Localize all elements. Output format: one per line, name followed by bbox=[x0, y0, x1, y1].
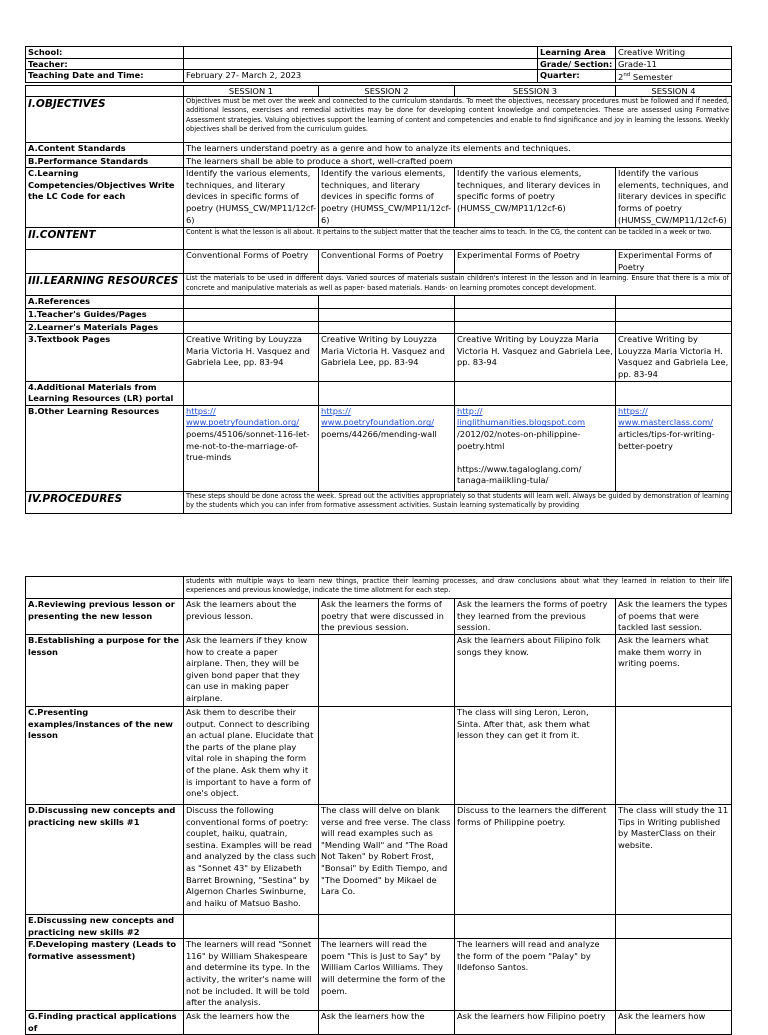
objectives-title: I.OBJECTIVES bbox=[26, 97, 184, 143]
dates-label: Teaching Date and Time: bbox=[26, 70, 184, 83]
procedure-g-session-2: Ask the learners how the bbox=[319, 1011, 455, 1035]
teacher-value bbox=[184, 58, 538, 70]
other-resources-session-3: http:// linglithumanities.blogspot.com /2012/02/notes-on-philippine-poetry.html https://www.tagaloglang.com/ tanaga-maiikling-tula/ bbox=[455, 405, 616, 491]
procedure-g-label: G.Finding practical applications of bbox=[26, 1011, 184, 1035]
procedure-b-label: B.Establishing a purpose for the lesson bbox=[26, 635, 184, 707]
procedure-c-session-3: The class will sing Leron, Leron, Sinta. After that, ask them what lesson they can get it from it. bbox=[455, 707, 616, 805]
textbook-session-3: Creative Writing by Louyzza Maria Victoria H. Vasquez and Gabriela Lee, pp. 83-94 bbox=[455, 334, 616, 381]
school-label: School: bbox=[26, 47, 184, 59]
content-title: II.CONTENT bbox=[26, 228, 184, 250]
performance-standards-label: B.Performance Standards bbox=[26, 155, 184, 168]
competencies-label: C.Learning Competencies/Objectives Write the LC Code for each bbox=[26, 168, 184, 228]
procedure-a-session-4: Ask the learners the types of poems that were tackled last session. bbox=[616, 599, 732, 635]
procedure-c-session-2 bbox=[319, 707, 455, 805]
learning-area-value: Creative Writing bbox=[616, 47, 732, 59]
textbook-session-2: Creative Writing by Louyzza Maria Victoria H. Vasquez and Gabriela Lee, pp. 83-94 bbox=[319, 334, 455, 381]
procedure-f-session-2: The learners will read the poem "This is Just to Say" by William Carlos Williams. They will determine the form of the poem. bbox=[319, 939, 455, 1011]
lesson-plan-grid-page2 bbox=[25, 576, 732, 1035]
other-resources-session-1: https:// www.poetryfoundation.org/ poems/45106/sonnet-116-let-me-not-to-the-marriage-of-true-minds bbox=[184, 405, 319, 491]
other-resources-session-2: https:// www.poetryfoundation.org/ poems/44266/mending-wall bbox=[319, 405, 455, 491]
procedure-b-session-3: Ask the learners about Filipino folk songs they know. bbox=[455, 635, 616, 707]
content-standards-label: A.Content Standards bbox=[26, 143, 184, 156]
procedure-f-session-3: The learners will read and analyze the form of the poem "Palay" by Ildefonso Santos. bbox=[455, 939, 616, 1011]
session-1-header: SESSION 1 bbox=[184, 86, 319, 97]
quarter-value: 2nd Semester bbox=[616, 70, 732, 83]
procedure-f-session-1: The learners will read "Sonnet 116" by William Shakespeare and determine its type. In the activity, the writer's name will not be included. It will be told after the analysis. bbox=[184, 939, 319, 1011]
grade-label: Grade/ Section: bbox=[538, 58, 616, 70]
procedure-a-label: A.Reviewing previous lesson or presenting the new lesson bbox=[26, 599, 184, 635]
other-resources-session-4: https:// www.masterclass.com/ articles/tips-for-writing-better-poetry bbox=[616, 405, 732, 491]
resources-note: List the materials to be used in different days. Varied sources of materials sustain children's interest in the lesson and in learning. Ensure that there is a mix of concrete and manipulative materials as well as paper- based materials. Hands- on learning promotes concept development. bbox=[184, 274, 732, 296]
procedure-d-session-1: Discuss the following conventional forms of poetry: couplet, haiku, quatrain, sestina. Examples will be read and analyzed by the class such as "Sonnet 43" by Elizabeth Barret Browning, "Sestina" by Algernon Charles Swinburne, and haiku of Matsuo Basho. bbox=[184, 805, 319, 915]
school-value bbox=[184, 47, 538, 59]
procedure-b-session-1: Ask the learners if they know how to create a paper airplane. Then, they will be given bond paper that they can use in making paper airplane. bbox=[184, 635, 319, 707]
procedure-e-session-3 bbox=[455, 915, 616, 939]
content-session-3: Experimental Forms of Poetry bbox=[455, 250, 616, 274]
procedure-b-session-2 bbox=[319, 635, 455, 707]
procedure-e-session-4 bbox=[616, 915, 732, 939]
procedure-d-session-2: The class will delve on blank verse and free verse. The class will read examples such as "Mending Wall" and "The Road Not Taken" by Robert Frost, "Bonsai" by Edith Tiempo, and "The Doomed" by Mikael de Lara Co. bbox=[319, 805, 455, 915]
lesson-plan-page1 bbox=[25, 46, 732, 83]
other-resources-label: B.Other Learning Resources bbox=[26, 405, 184, 491]
references-label: A.References bbox=[26, 296, 184, 309]
objectives-note: Objectives must be met over the week and connected to the curriculum standards. To meet the objectives, necessary procedures must be followed and if needed, additional lessons, exercises and remedial activities may be done for developing content knowledge and competencies. These are assessed using Formative Assessment strategies. Valuing objectives support the learning of content and competencies and enable to find significance and joy in learning the lessons. Weekly objectives shall be derived from the curriculum guides. bbox=[184, 97, 732, 143]
session-header-row bbox=[26, 86, 732, 97]
content-session-1: Conventional Forms of Poetry bbox=[184, 250, 319, 274]
textbook-pages-label: 3.Textbook Pages bbox=[26, 334, 184, 381]
content-session-4: Experimental Forms of Poetry bbox=[616, 250, 732, 274]
procedure-e-session-1 bbox=[184, 915, 319, 939]
session-3-header: SESSION 3 bbox=[455, 86, 616, 97]
resources-title: III.LEARNING RESOURCES bbox=[26, 274, 184, 296]
resource-link[interactable]: https:// www.poetryfoundation.org/ bbox=[186, 405, 300, 428]
procedure-c-session-1: Ask them to describe their output. Connect to describing an actual plane. Elucidate that the parts of the plane play vital role in shaping the form of the plane. Ask them why it is important to have a form of one's object. bbox=[184, 707, 319, 805]
textbook-session-1: Creative Writing by Louyzza Maria Victoria H. Vasquez and Gabriela Lee, pp. 83-94 bbox=[184, 334, 319, 381]
session-2-header: SESSION 2 bbox=[319, 86, 455, 97]
competency-session-3: Identify the various elements, techniques, and literary devices in specific forms of poetry (HUMSS_CW/MP11/12cf-6) bbox=[455, 168, 616, 228]
teacher-label: Teacher: bbox=[26, 58, 184, 70]
procedure-a-session-3: Ask the learners the forms of poetry they learned from the previous session. bbox=[455, 599, 616, 635]
learning-area-label: Learning Area bbox=[538, 47, 616, 59]
session-4-header: SESSION 4 bbox=[616, 86, 732, 97]
content-note: Content is what the lesson is all about. It pertains to the subject matter that the teacher aims to teach. In the CG, the content can be tackled in a week or two. bbox=[184, 228, 732, 250]
textbook-session-4: Creative Writing by Louyzza Maria Victoria H. Vasquez and Gabriela Lee, pp. 83-94 bbox=[616, 334, 732, 381]
procedure-c-session-4 bbox=[616, 707, 732, 805]
procedure-a-session-1: Ask the learners about the previous lesson. bbox=[184, 599, 319, 635]
performance-standards-text: The learners shall be able to produce a short, well-crafted poem bbox=[184, 155, 732, 168]
procedure-f-label: F.Developing mastery (Leads to formative assessment) bbox=[26, 939, 184, 1011]
procedure-g-session-1: Ask the learners how the bbox=[184, 1011, 319, 1035]
resource-link[interactable]: https:// www.masterclass.com/ bbox=[618, 405, 714, 428]
procedure-e-session-2 bbox=[319, 915, 455, 939]
procedure-c-label: C.Presenting examples/instances of the new lesson bbox=[26, 707, 184, 805]
teachers-guides-label: 1.Teacher's Guides/Pages bbox=[26, 308, 184, 321]
procedure-d-session-4: The class will study the 11 Tips in Writing published by MasterClass on their website. bbox=[616, 805, 732, 915]
additional-materials-label: 4.Additional Materials from Learning Resources (LR) portal bbox=[26, 381, 184, 405]
learners-materials-label: 2.Learner's Materials Pages bbox=[26, 321, 184, 334]
competency-session-4: Identify the various elements, techniques, and literary devices in specific forms of poetry (HUMSS_CW/MP11/12cf-6) bbox=[616, 168, 732, 228]
procedure-g-session-3: Ask the learners how Filipino poetry bbox=[455, 1011, 616, 1035]
competency-session-2: Identify the various elements, techniques, and literary devices in specific forms of poetry (HUMSS_CW/MP11/12cf-6) bbox=[319, 168, 455, 228]
procedures-title: IV.PROCEDURES bbox=[26, 491, 184, 513]
procedure-g-session-4: Ask the learners how bbox=[616, 1011, 732, 1035]
content-standards-text: The learners understand poetry as a genre and how to analyze its elements and techniques. bbox=[184, 143, 732, 156]
resource-link[interactable]: http:// linglithumanities.blogspot.com bbox=[457, 405, 586, 428]
grade-value: Grade-11 bbox=[616, 58, 732, 70]
quarter-label: Quarter: bbox=[538, 70, 616, 83]
procedure-e-label: E.Discussing new concepts and practicing new skills #2 bbox=[26, 915, 184, 939]
lesson-plan-grid-page1 bbox=[25, 85, 732, 514]
resource-link[interactable]: https:// www.poetryfoundation.org/ bbox=[321, 405, 435, 428]
procedure-d-label: D.Discussing new concepts and practicing new skills #1 bbox=[26, 805, 184, 915]
procedure-b-session-4: Ask the learners what make them worry in writing poems. bbox=[616, 635, 732, 707]
procedure-f-session-4 bbox=[616, 939, 732, 1011]
procedures-note-part2: students with multiple ways to learn new things, practice their learning processes, and draw conclusions about what they learned in relation to their life experiences and previous knowledge, indicate the time allotment for each step. bbox=[184, 577, 732, 599]
competency-session-1: Identify the various elements, techniques, and literary devices in specific forms of poetry (HUMSS_CW/MP11/12cf-6) bbox=[184, 168, 319, 228]
procedure-a-session-2: Ask the learners the forms of poetry that were discussed in the previous session. bbox=[319, 599, 455, 635]
dates-value: February 27- March 2, 2023 bbox=[184, 70, 538, 83]
procedure-d-session-3: Discuss to the learners the different forms of Philippine poetry. bbox=[455, 805, 616, 915]
content-session-2: Conventional Forms of Poetry bbox=[319, 250, 455, 274]
procedures-note-part1: These steps should be done across the week. Spread out the activities appropriately so that students will learn well. Always be guided by demonstration of learning by the students which you can infer from formative assessment activities. Sustain learning systematically by providing bbox=[184, 491, 732, 513]
